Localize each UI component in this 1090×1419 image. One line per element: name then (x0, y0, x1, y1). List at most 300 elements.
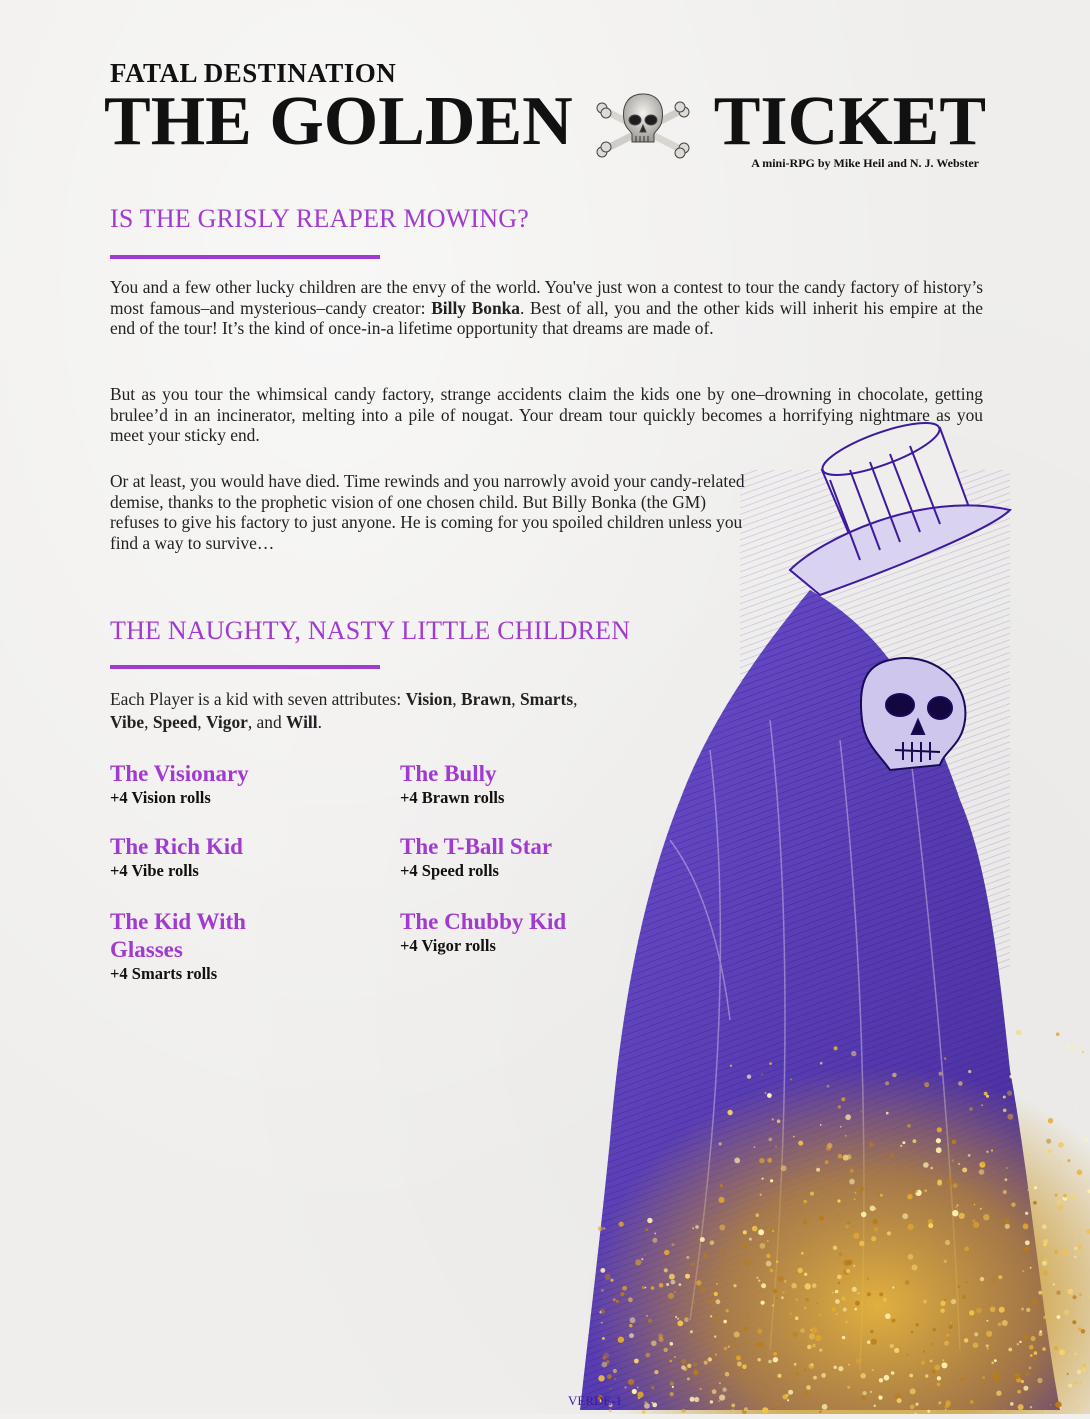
glitter-speck (762, 1407, 768, 1413)
glitter-speck (839, 1253, 842, 1256)
glitter-speck (781, 1165, 787, 1171)
glitter-speck (1068, 1384, 1072, 1388)
glitter-speck (851, 1051, 856, 1056)
glitter-speck (624, 1386, 626, 1388)
glitter-speck (1027, 1189, 1029, 1191)
glitter-speck (804, 1391, 809, 1396)
glitter-speck (952, 1210, 958, 1216)
glitter-speck (773, 1289, 778, 1294)
glitter-speck (782, 1291, 785, 1294)
glitter-speck (825, 1160, 829, 1164)
glitter-speck (714, 1317, 718, 1321)
glitter-speck (1082, 1051, 1084, 1053)
glitter-speck (890, 1153, 895, 1158)
glitter-speck (749, 1238, 752, 1241)
glitter-speck (1026, 1308, 1030, 1312)
glitter-speck (1025, 1240, 1030, 1245)
glitter-speck (761, 1283, 766, 1288)
glitter-speck (651, 1286, 655, 1290)
separator: , (511, 689, 520, 709)
glitter-speck (1037, 1378, 1042, 1383)
glitter-speck (736, 1355, 741, 1360)
glitter-speck (796, 1372, 800, 1376)
glitter-speck (1044, 1258, 1048, 1262)
glitter-speck (925, 1374, 928, 1377)
glitter-speck (909, 1374, 913, 1378)
glitter-speck (804, 1273, 807, 1276)
glitter-speck (937, 1383, 941, 1387)
glitter-speck (855, 1311, 857, 1313)
glitter-speck (651, 1341, 657, 1347)
glitter-speck (1039, 1330, 1042, 1333)
glitter-speck (986, 1347, 989, 1350)
glitter-speck (613, 1369, 617, 1373)
glitter-speck (910, 1388, 916, 1394)
glitter-speck (730, 1065, 732, 1067)
glitter-speck (955, 1206, 957, 1208)
glitter-speck (1030, 1354, 1033, 1357)
glitter-speck (872, 1307, 874, 1309)
glitter-speck (652, 1238, 657, 1243)
glitter-speck (1042, 1224, 1047, 1229)
glitter-speck (718, 1400, 720, 1402)
glitter-speck (743, 1230, 747, 1234)
glitter-speck (853, 1233, 859, 1239)
glitter-speck (891, 1318, 895, 1322)
glitter-speck (1003, 1096, 1006, 1099)
glitter-speck (1007, 1091, 1012, 1096)
glitter-speck (804, 1369, 807, 1372)
glitter-speck (1029, 1345, 1034, 1350)
glitter-speck (1042, 1347, 1046, 1351)
glitter-speck (1023, 1335, 1028, 1340)
glitter-speck (747, 1313, 749, 1315)
glitter-speck (815, 1335, 821, 1341)
p1-text-a: You and a few other lucky children are the envy of the world. You've just won a contest to tour the candy factory of history’s most famous–and mysterious–candy creator: (110, 277, 983, 318)
glitter-speck (953, 1183, 958, 1188)
glitter-speck (1042, 1270, 1048, 1276)
main-title (104, 82, 986, 162)
glitter-speck (867, 1278, 869, 1280)
glitter-speck (902, 1213, 908, 1219)
glitter-speck (694, 1397, 699, 1402)
glitter-speck (677, 1320, 683, 1326)
glitter-speck (994, 1375, 1000, 1381)
glitter-speck (791, 1283, 796, 1288)
glitter-speck (760, 1243, 766, 1249)
glitter-speck (846, 1269, 850, 1273)
glitter-speck (930, 1360, 933, 1363)
glitter-speck (1038, 1291, 1042, 1295)
glitter-speck (742, 1365, 747, 1370)
glitter-speck (845, 1225, 849, 1229)
glitter-speck (923, 1162, 929, 1168)
glitter-speck (958, 1081, 963, 1086)
glitter-speck (1058, 1142, 1064, 1148)
glitter-speck (886, 1112, 889, 1115)
glitter-speck (654, 1370, 658, 1374)
class-bonus-bully: +4 Brawn rolls (400, 788, 505, 807)
glitter-speck (960, 1408, 963, 1411)
glitter-speck (1025, 1212, 1028, 1215)
glitter-speck (826, 1145, 831, 1150)
glitter-speck (838, 1105, 841, 1108)
glitter-speck (784, 1280, 787, 1283)
glitter-speck (807, 1345, 811, 1349)
glitter-speck (937, 1127, 942, 1132)
glitter-speck (833, 1246, 837, 1250)
glitter-speck (902, 1141, 905, 1144)
glitter-speck (838, 1282, 841, 1285)
glitter-speck (1046, 1139, 1051, 1144)
glitter-speck (644, 1403, 650, 1409)
skull-and-crossbones-icon (594, 82, 692, 162)
glitter-speck (691, 1262, 695, 1266)
glitter-speck (737, 1362, 742, 1367)
heading-rule (110, 255, 380, 259)
glitter-speck (762, 1178, 764, 1180)
glitter-speck (950, 1322, 952, 1324)
glitter-speck (719, 1382, 721, 1384)
glitter-speck (924, 1082, 929, 1087)
glitter-speck (844, 1260, 850, 1266)
glitter-speck (1057, 1315, 1061, 1319)
glitter-speck (644, 1254, 646, 1256)
glitter-speck (834, 1046, 838, 1050)
glitter-speck (1005, 1178, 1008, 1181)
glitter-speck (672, 1386, 674, 1388)
glitter-speck (835, 1299, 840, 1304)
glitter-speck (794, 1363, 797, 1366)
glitter-speck (727, 1110, 732, 1115)
glitter-speck (837, 1275, 842, 1280)
glitter-speck (755, 1342, 761, 1348)
glitter-speck (839, 1306, 841, 1308)
glitter-speck (758, 1280, 760, 1282)
glitter-speck (759, 1158, 764, 1163)
glitter-speck (861, 1212, 867, 1218)
glitter-speck (637, 1392, 643, 1398)
glitter-speck (969, 1107, 973, 1111)
glitter-speck (855, 1192, 857, 1194)
glitter-speck (710, 1315, 712, 1317)
glitter-speck (1067, 1159, 1070, 1162)
glitter-speck (857, 1292, 860, 1295)
glitter-speck (972, 1219, 975, 1222)
glitter-speck (720, 1184, 723, 1187)
glitter-speck (652, 1403, 657, 1408)
glitter-speck (936, 1138, 941, 1143)
glitter-speck (1003, 1190, 1007, 1194)
glitter-speck (602, 1337, 605, 1340)
glitter-speck (965, 1281, 967, 1283)
glitter-speck (877, 1193, 880, 1196)
glitter-speck (853, 1265, 855, 1267)
glitter-speck (880, 1194, 883, 1197)
glitter-speck (854, 1198, 856, 1200)
glitter-speck (969, 1310, 974, 1315)
glitter-speck (831, 1307, 836, 1312)
intro-paragraph-3: Or at least, you would have died. Time rewinds and you narrowly avoid your candy-related demise, thanks to the prophetic vision of one chosen child. But Billy Bonka (the GM) refuses to give his factory to just anyone. He is coming for you spoiled children unless you find a way to survive… (110, 471, 745, 553)
glitter-speck (925, 1190, 927, 1192)
glitter-speck (645, 1228, 648, 1231)
glitter-speck (734, 1158, 740, 1164)
glitter-speck (1077, 1245, 1082, 1250)
glitter-speck (998, 1322, 1002, 1326)
title-left: THE GOLDEN (104, 83, 573, 160)
glitter-speck (874, 1405, 876, 1407)
glitter-speck (644, 1401, 647, 1404)
glitter-speck (1056, 1291, 1060, 1295)
glitter-speck (714, 1292, 718, 1296)
attr-brawn: Brawn (461, 689, 512, 709)
glitter-speck (776, 1297, 778, 1299)
class-bonus-kid-with-glasses: +4 Smarts rolls (110, 964, 218, 983)
glitter-speck (754, 1146, 756, 1148)
glitter-speck (710, 1400, 713, 1403)
glitter-speck (1079, 1381, 1082, 1384)
glitter-speck (835, 1290, 839, 1294)
glitter-speck (1004, 1219, 1009, 1224)
glitter-speck (937, 1180, 942, 1185)
glitter-speck (1021, 1308, 1024, 1311)
glitter-speck (632, 1389, 637, 1394)
glitter-speck (986, 1344, 989, 1347)
glitter-speck (603, 1353, 609, 1359)
glitter-speck (699, 1287, 705, 1293)
glitter-speck (1028, 1366, 1031, 1369)
glitter-speck (809, 1333, 815, 1339)
glitter-speck (930, 1167, 933, 1170)
glitter-speck (1055, 1409, 1057, 1411)
glitter-speck (928, 1223, 933, 1228)
glitter-speck (743, 1326, 748, 1331)
glitter-speck (781, 1296, 784, 1299)
glitter-speck (768, 1360, 772, 1364)
glitter-speck (986, 1331, 992, 1337)
glitter-speck (968, 1154, 971, 1157)
glitter-speck (1017, 1390, 1021, 1394)
glitter-speck (757, 1277, 759, 1279)
glitter-speck (942, 1359, 944, 1361)
glitter-speck (869, 1142, 874, 1147)
glitter-speck (923, 1300, 927, 1304)
glitter-speck (845, 1114, 851, 1120)
glitter-speck (675, 1316, 677, 1318)
glitter-speck (1018, 1404, 1024, 1410)
glitter-speck (1044, 1411, 1046, 1413)
glitter-speck (894, 1348, 899, 1353)
glitter-speck (757, 1358, 760, 1361)
glitter-speck (946, 1334, 949, 1337)
glitter-speck (1074, 1247, 1077, 1250)
supertitle: FATAL DESTINATION (110, 58, 397, 88)
glitter-speck (777, 1119, 781, 1123)
glitter-speck (945, 1409, 947, 1411)
glitter-speck (871, 1339, 877, 1345)
glitter-speck (659, 1283, 664, 1288)
glitter-speck (900, 1145, 902, 1147)
glitter-speck (816, 1168, 820, 1172)
glitter-speck (1003, 1109, 1007, 1113)
glitter-speck (819, 1349, 822, 1352)
glitter-speck (838, 1366, 843, 1371)
glitter-speck (1030, 1267, 1032, 1269)
glitter-speck (1043, 1239, 1048, 1244)
glitter-speck (703, 1254, 708, 1259)
glitter-speck (766, 1261, 772, 1267)
glitter-speck (664, 1348, 668, 1352)
glitter-speck (822, 1404, 828, 1410)
glitter-speck (921, 1361, 925, 1365)
glitter-speck (693, 1370, 698, 1375)
glitter-speck (970, 1400, 974, 1404)
glitter-speck (731, 1404, 735, 1408)
glitter-speck (1005, 1224, 1010, 1229)
glitter-speck (1033, 1201, 1037, 1205)
glitter-speck (603, 1227, 605, 1229)
glitter-speck (979, 1169, 985, 1175)
separator: , and (247, 712, 287, 732)
glitter-speck (1076, 1233, 1078, 1235)
glitter-speck (767, 1158, 772, 1163)
glitter-speck (1084, 1138, 1088, 1142)
glitter-speck (1063, 1194, 1067, 1198)
glitter-speck (986, 1151, 988, 1153)
class-bonus-rich-kid: +4 Vibe rolls (110, 861, 199, 880)
glitter-speck (842, 1336, 845, 1339)
glitter-speck (1064, 1310, 1070, 1316)
glitter-speck (964, 1338, 968, 1342)
glitter-speck (671, 1280, 676, 1285)
class-name-bully: The Bully (400, 761, 497, 786)
glitter-speck (670, 1342, 674, 1346)
glitter-speck (1053, 1283, 1055, 1285)
glitter-speck (1080, 1277, 1082, 1279)
separator: , (573, 689, 578, 709)
glitter-speck (867, 1341, 870, 1344)
glitter-speck (874, 1207, 876, 1209)
glitter-speck (916, 1323, 919, 1326)
glitter-speck (879, 1394, 881, 1396)
glitter-speck (772, 1118, 774, 1120)
glitter-speck (964, 1246, 969, 1251)
glitter-speck (1072, 1320, 1076, 1324)
glitter-speck (811, 1363, 814, 1366)
glitter-speck (801, 1252, 804, 1255)
glitter-speck (613, 1298, 616, 1301)
glitter-speck (719, 1142, 722, 1145)
glitter-speck (1023, 1224, 1029, 1230)
glitter-speck (776, 1260, 779, 1263)
glitter-speck (946, 1363, 948, 1365)
glitter-speck (850, 1169, 854, 1173)
glitter-speck (1062, 1391, 1065, 1394)
glitter-speck (715, 1354, 717, 1356)
glitter-speck (812, 1344, 816, 1348)
glitter-speck (974, 1332, 978, 1336)
glitter-speck (891, 1371, 895, 1375)
glitter-speck (690, 1397, 695, 1402)
glitter-speck (1048, 1149, 1052, 1153)
glitter-speck (773, 1352, 777, 1356)
glitter-speck (1061, 1249, 1067, 1255)
glitter-speck (944, 1260, 947, 1263)
glitter-speck (934, 1365, 940, 1371)
glitter-speck (1056, 1032, 1060, 1036)
glitter-speck (693, 1362, 697, 1366)
separator: . (317, 712, 322, 732)
glitter-speck (908, 1254, 914, 1260)
glitter-speck (806, 1385, 811, 1390)
glitter-speck (760, 1194, 762, 1196)
glitter-speck (821, 1373, 826, 1378)
glitter-speck (1032, 1299, 1038, 1305)
glitter-speck (629, 1324, 632, 1327)
glitter-speck (682, 1409, 686, 1413)
glitter-speck (637, 1387, 639, 1389)
glitter-speck (991, 1362, 994, 1365)
glitter-speck (770, 1179, 773, 1182)
glitter-speck (872, 1369, 874, 1371)
glitter-speck (1017, 1343, 1019, 1345)
class-name-tball-star: The T-Ball Star (400, 834, 553, 859)
glitter-speck (940, 1301, 945, 1306)
glitter-speck (654, 1233, 656, 1235)
glitter-speck (878, 1396, 882, 1400)
glitter-speck (1068, 1289, 1074, 1295)
glitter-speck (958, 1285, 961, 1288)
glitter-speck (874, 1227, 879, 1232)
glitter-speck (607, 1374, 612, 1379)
glitter-speck (1082, 1301, 1084, 1303)
glitter-speck (958, 1163, 960, 1165)
glitter-speck (766, 1254, 770, 1258)
glitter-speck (758, 1229, 764, 1235)
glitter-speck (1034, 1351, 1038, 1355)
glitter-speck (860, 1187, 864, 1191)
glitter-speck (716, 1299, 721, 1304)
glitter-speck (1059, 1349, 1065, 1355)
glitter-speck (914, 1400, 916, 1402)
glitter-speck (1024, 1247, 1029, 1252)
glitter-speck (641, 1258, 643, 1260)
glitter-speck (1077, 1370, 1082, 1375)
artist-signature: VERDE-1 (568, 1393, 623, 1408)
glitter-speck (790, 1313, 792, 1315)
glitter-speck (913, 1304, 915, 1306)
glitter-speck (887, 1231, 891, 1235)
separator: , (197, 712, 206, 732)
glitter-speck (907, 1194, 912, 1199)
glitter-speck (727, 1320, 730, 1323)
separator: , (144, 712, 153, 732)
glitter-speck (863, 1391, 867, 1395)
attributes-intro (110, 688, 680, 734)
glitter-speck (728, 1346, 730, 1348)
glitter-speck (670, 1392, 674, 1396)
glitter-speck (837, 1199, 840, 1202)
glitter-speck (601, 1322, 603, 1324)
top-hat-skeleton-icon (560, 420, 1090, 1414)
glitter-speck (845, 1321, 848, 1324)
glitter-speck (927, 1410, 930, 1413)
glitter-speck (1034, 1186, 1037, 1189)
glitter-speck (994, 1359, 997, 1362)
glitter-speck (686, 1256, 689, 1259)
glitter-speck (619, 1222, 624, 1227)
glitter-speck (630, 1317, 636, 1323)
